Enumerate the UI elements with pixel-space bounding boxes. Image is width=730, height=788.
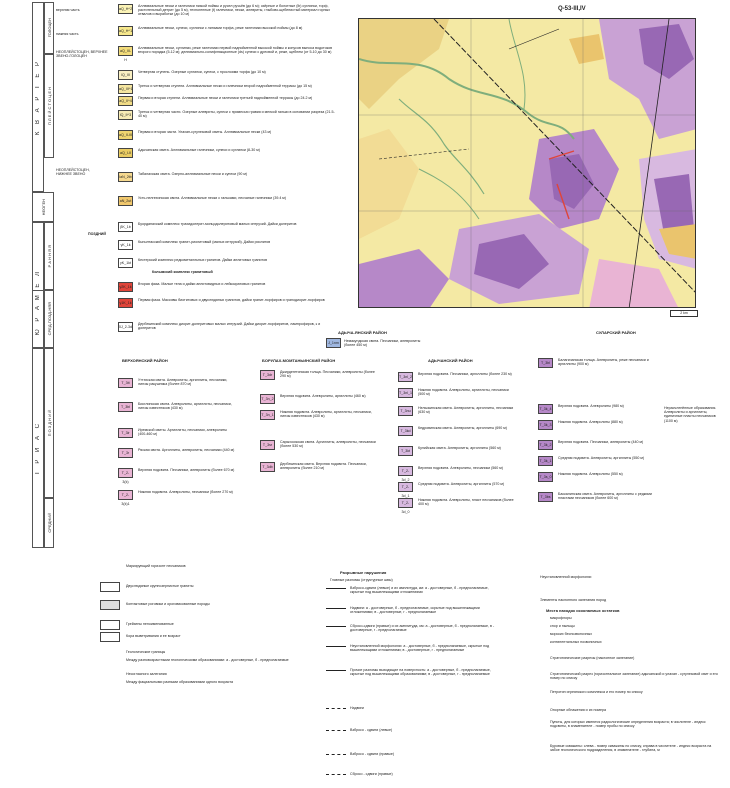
triassic-description: Средняя подсвита. Алевролиты, аргиллиты (570 м) bbox=[418, 482, 505, 486]
triassic-description: Нижняя подсвита. Алевролиты (550 м) bbox=[558, 472, 623, 476]
unit-description: Четвертая ступень. Озерные суглинки, супеси, с прослоями торфа (до 10 м) bbox=[138, 70, 266, 74]
triassic-description: Нижняя подсвита. Алевролиты, аргиллиты, песчаники (500 м) bbox=[418, 388, 509, 397]
triassic-description: Нижняя подсвита. Алевролиты, пласт песчаников (более 400 м) bbox=[418, 498, 514, 507]
intrusive-description: Дербекинский комплекс диорит-долеритовых малых интрузий. Дайки диорит-порфиритов, лампрофиров, ϵ и долеритов bbox=[138, 322, 321, 331]
upper-part-label: верхняя часть bbox=[56, 8, 80, 12]
neogene-strip bbox=[32, 192, 54, 222]
elements-label: Элементы наклонного залегания пород bbox=[540, 598, 607, 602]
map-svg bbox=[359, 19, 696, 308]
quaternary-strip bbox=[32, 2, 44, 192]
triassic-description: Джирдегетинская толща. Песчаники, алевролиты (более 290 м) bbox=[280, 370, 375, 379]
minor-fault-symbol bbox=[326, 708, 346, 709]
triassic-symbol: T_3sr bbox=[260, 440, 275, 450]
fossil-label: спор и пыльцы bbox=[550, 624, 575, 628]
triassic-description: Балагичанская толща. Алевролиты, реже песчаники и аргиллиты (900 м) bbox=[558, 358, 649, 367]
scale-bar: 2 km bbox=[670, 310, 698, 317]
fault-line-symbol bbox=[326, 626, 346, 627]
triassic-symbol: T_3k_1 bbox=[538, 456, 553, 466]
intrusive-symbol: γ2K_1k bbox=[118, 282, 133, 292]
triassic-description: Нижняя подсвита. Алевролиты, аргиллиты, песчаники, линзы известняков (430 м) bbox=[280, 410, 372, 419]
strata-description: Стратотипические разрезы (наклонное залегание) bbox=[550, 656, 635, 660]
region-verkh: ВЕРХОЯНСКИЙ РАЙОН bbox=[122, 358, 168, 363]
minor-fault-label: Надвиги bbox=[350, 706, 364, 710]
fossil-label: макрофлоры bbox=[550, 616, 572, 620]
legend-swatch bbox=[100, 582, 120, 592]
early-label: Р А Н Н Я Я bbox=[46, 244, 52, 268]
neo-upper-label: НЕОПЛЕЙСТОЦЕН, ВЕРХНЕЕ ЗВЕНО-ГОЛОЦЕН bbox=[56, 50, 108, 59]
late-sub-label: ПОЗДНИЙ bbox=[88, 232, 106, 236]
fossil-label: континентальных позвоночных bbox=[550, 640, 602, 644]
symbol-description: Между разновозрастными геологическими образованиями: а - достоверные, б - предполагаемые bbox=[126, 658, 289, 662]
intrusive-description: Кестерский комплекс редкометалльных гранитов. Дайки аплитовых гранитов bbox=[138, 258, 267, 262]
fault-line-symbol bbox=[326, 608, 346, 609]
middle-late-label: СРЕД-ПОЗД-НЯЯ bbox=[46, 302, 52, 336]
triassic-description: Сарыхоозская свита. Аргиллиты, алевролиты, песчаники (более 530 м) bbox=[280, 440, 376, 449]
unit-symbol: aQ_H^2 bbox=[118, 4, 133, 14]
triassic-description: Нижняя подсвита. Алевролиты, песчаники (более 270 м) bbox=[138, 490, 233, 494]
triassic-symbol: T_3k_4 bbox=[538, 404, 553, 414]
intrusive-symbol: δJ_2-3d bbox=[118, 322, 133, 332]
legend-swatch bbox=[100, 632, 120, 642]
triassic-symbol: T_3n_1 bbox=[260, 410, 275, 420]
unit-symbol: aQ_III-H bbox=[118, 46, 133, 56]
symbol-description: Кора выветривания и ее возраст bbox=[126, 634, 181, 638]
unit-description: Адычанская свита. Аллювиальные галечники, супеси и суглинки (8-30 м) bbox=[138, 148, 260, 152]
fault-description: Сбросо-сдвиги (правые) и их амплитуда, км: а - достоверные, б - предполагаемые, в - достоверные, г - предполагаемые bbox=[350, 624, 495, 633]
intrusive-description: Вторая фаза. Малые тела и дайки аплитовидных и лейкократовых гранитов bbox=[138, 282, 266, 286]
triassic-description: Верхняя подсвита. Песчаники, алевролиты (440 м) bbox=[558, 440, 644, 444]
unit-symbol: aQ_I-II bbox=[118, 148, 133, 158]
unit-symbol: aQ_H^1 bbox=[118, 26, 133, 36]
symbol-description: Маркирующий горизонт песчаников bbox=[126, 564, 186, 568]
triassic-description: Баскалинская свита. Алевролиты, аргиллиты с редкими пластами песчаников (более 600 м) bbox=[558, 492, 652, 501]
legend-swatch bbox=[100, 600, 120, 610]
sheet-id: Q-53-III,IV bbox=[558, 6, 586, 12]
triassic-strip bbox=[32, 348, 44, 548]
triassic-symbol: T_2-3d_1 bbox=[398, 482, 413, 492]
triassic-description: Дербекинская свита. Верхняя подсвита. Песчаники, алевролиты (более 210 м) bbox=[280, 462, 367, 471]
pleistocene-label: П Л Е Й С Т О Ц Е Н bbox=[46, 86, 52, 125]
triassic-symbol: T_3nl_2 bbox=[398, 372, 413, 382]
triassic-description: Кулийская свита. Алевролиты, аргиллиты (560 м) bbox=[418, 446, 501, 450]
triassic-description: Верхняя подсвита. Алевролиты, песчаники (560 м) bbox=[418, 466, 503, 470]
faults-title: Разрывные нарушения bbox=[340, 570, 387, 575]
triassic-label: Т Р И А С bbox=[35, 421, 41, 475]
unit-symbol: lQ_II^3 bbox=[118, 110, 133, 120]
early-strip bbox=[44, 222, 54, 290]
middle-label: СРЕДНИЙ bbox=[46, 513, 52, 533]
triassic-description: Верхняя подсвита. Песчаники, аргиллиты (более 230 м) bbox=[418, 372, 512, 376]
symbol-description: Геологические границы bbox=[126, 650, 166, 654]
neogene-label: НЕОГЕН bbox=[40, 198, 46, 216]
triassic-description: Нельокинская свита. Алевролиты, аргиллиты, песчаники (630 м) bbox=[418, 406, 514, 415]
intrusive-symbol: γ1K_1k bbox=[118, 298, 133, 308]
triassic-description: Верхняя подсвита. Песчаники, алевролиты (более 670 м) bbox=[138, 468, 235, 472]
faults-sub: Главные разломы (структурные швы) bbox=[330, 578, 393, 582]
triassic-symbol: T_3tt bbox=[118, 378, 133, 388]
unit-description: Первая и вторая ступени. Аллювиальные пески и галечники третьей надпойменной террасы (до 24.2 м) bbox=[138, 96, 313, 100]
unit-symbol: lаN_2tb bbox=[118, 172, 133, 182]
triassic-symbol: T_3nu bbox=[398, 406, 413, 416]
middle-late-strip bbox=[44, 290, 54, 348]
minor-fault-label: Сбросо - сдвиги (правые) bbox=[350, 772, 393, 776]
unit-symbol: aQ_II-III bbox=[118, 130, 133, 140]
triassic-description: Иремской свиты. Аргиллиты, песчаники, алевролиты (400-460 м) bbox=[138, 428, 227, 437]
minor-fault-label: Взбросо - сдвиги (левые) bbox=[350, 728, 393, 732]
unit-description: Аллювиальные пески и галечники низкой поймы и русел ручьёв (до 6 м); озёрные и болотные (lb) суглинки, торф, растительный детрит (до 5 м), техногенные (t) галечники, пески, алевриты, глыбово-щебенистый материал горных отвалов и выработки (до 10 м) bbox=[138, 4, 331, 17]
minor-fault-symbol bbox=[326, 730, 346, 731]
intrusive-symbol: βK_1b bbox=[118, 222, 133, 232]
strata-description: Буровые скважины: слева - номер скважины по списку, справа в числителе - индекс возраста на забое геологического подразделения, в знаменателе - глубина, м bbox=[550, 744, 712, 753]
triassic-description: Бисглинская свита. Алевролиты, аргиллиты, песчаники, линзы известняков (430 м) bbox=[138, 402, 232, 411]
intrusive-symbol: γK_1k bbox=[118, 240, 133, 250]
region-borulakh: БОРУЛАХ-МОМТАНЬИНСКИЙ РАЙОН bbox=[262, 358, 336, 363]
undivided-description: Нерасчленённые образования. Алевролиты и аргиллиты, единичные пласты песчаников (1100 м) bbox=[664, 406, 717, 423]
strata-description: Стратотипический разрез (горизонтальное залегание) адычанской и улахан - сугулезовой свит и его номер по списку bbox=[550, 672, 718, 681]
triassic-symbol: T_2-3d_0 bbox=[398, 498, 413, 508]
intrusive-symbol: γK_1kt bbox=[118, 258, 133, 268]
holocene-label: ГОЛОЦЕН bbox=[46, 18, 52, 38]
symbol-description: Контактовые роговики и ороговикованные породы bbox=[126, 602, 210, 606]
unknown-morph: Неустановленной морфологии bbox=[540, 575, 592, 579]
triassic-symbol: T_3nl_1 bbox=[398, 388, 413, 398]
triassic-symbol: T_2-3(k)1 bbox=[118, 490, 133, 500]
strata-description: Петротип игреянского комплекса и его номер по списку bbox=[550, 690, 643, 694]
middle-strip bbox=[44, 498, 54, 548]
complex-title: Колымский комплекс гранитовый bbox=[152, 270, 213, 274]
unit-symbol: aQ_II^4 bbox=[118, 96, 133, 106]
fossil-label: морских беспозвоночных bbox=[550, 632, 593, 636]
triassic-symbol: T_3bl bbox=[118, 402, 133, 412]
symbol-description: Между фациальными разными образованиями одного возраста bbox=[126, 680, 233, 684]
unit-symbol: aQ_III^1 bbox=[118, 84, 133, 94]
triassic-symbol: T_3kd bbox=[398, 426, 413, 436]
pleistocene-strip bbox=[44, 54, 54, 158]
fault-description: Надвиги: а - достоверные, б - предполагаемые, скрытые под вышележащими отложениями; в - достоверные, г - предполагаемые bbox=[350, 606, 480, 615]
triassic-symbol: T_3ir bbox=[118, 428, 133, 438]
triassic-description: Средняя подсвита. Алевролиты, аргиллиты (550 м) bbox=[558, 456, 645, 460]
region-sulak: СУЛАРСКИЙ РАЙОН bbox=[596, 330, 636, 335]
triassic-symbol: T_3k_2 bbox=[538, 440, 553, 450]
minor-fault-label: Взбросо - сдвиги (правые) bbox=[350, 752, 395, 756]
middle-unit-title: АДЫЧА-ЯНСКИЙ РАЙОН bbox=[338, 330, 387, 335]
triassic-symbol: T_3dr bbox=[260, 370, 275, 380]
triassic-symbol: T_3r bbox=[118, 448, 133, 458]
triassic-symbol: T_3bs bbox=[538, 492, 553, 502]
fault-line-symbol bbox=[326, 588, 346, 589]
late-strip bbox=[44, 348, 54, 498]
middle-unit-symbol: J_1nm bbox=[326, 338, 341, 348]
fossils-title: Места находок ископаемых остатков bbox=[546, 608, 620, 613]
fault-description: Взбросо-сдвиги (левые) и их амплитуда, км: а - достоверные, б - предполагаемые, скрытые под вышележащими отложениями bbox=[350, 586, 489, 595]
triassic-symbol: T_3s_0 bbox=[538, 472, 553, 482]
unit-description: Первая и вторая части. Улахан-сугулезовой свиты. Аллювиальные пески (43 м) bbox=[138, 130, 272, 134]
fault-line-symbol bbox=[326, 670, 346, 671]
triassic-symbol: T_3kt bbox=[398, 446, 413, 456]
unit-description: Третья и четвертая части. Озерные алевриты, супеси с примесью гравия и мелкой гальки в основании разреза (21.5-40 м) bbox=[138, 110, 335, 119]
unit-description: Третья и четвертая ступени. Аллювиальные пески и галечники второй надпойменной террасы (до 15 м) bbox=[138, 84, 312, 88]
jurassic-strip bbox=[32, 290, 44, 348]
symbol-description: Двуслюдяные крупнозернистые граниты bbox=[126, 584, 194, 588]
triassic-description: Кедровинская свита. Алевролиты, аргиллиты (690 м) bbox=[418, 426, 507, 430]
late-label: П О З Д Н И Й bbox=[46, 409, 52, 437]
intrusive-description: Первая фаза. Массивы биотитовых и двуслюдяных гранитов, дайки гранит-порфиров и гранодиорит-порфиров bbox=[138, 298, 325, 302]
fault-line-symbol bbox=[326, 646, 346, 647]
intrusive-description: Буорданахский комплекс трахидолерит-монцодолеритовый малых интрузий. Дайки долеритов bbox=[138, 222, 297, 226]
lower-part-label: нижняя часть bbox=[56, 32, 79, 36]
unit-symbol: aN_2ut bbox=[118, 196, 133, 206]
neo-mid-label: НЕОПЛЕЙСТОЦЕН, НИЖНЕЕ ЗВЕНО bbox=[56, 168, 90, 177]
minor-fault-symbol bbox=[326, 774, 346, 775]
mezo-label: М Е Л bbox=[35, 269, 41, 301]
triassic-description: Верхняя подсвита. Алевролиты (980 м) bbox=[558, 404, 624, 408]
middle-unit-desc: Немакундская свита. Песчаники, алевролиты (более 450 м) bbox=[344, 339, 421, 348]
triassic-description: Ряская свита. Аргиллиты, алевролиты, песчаники (440 м) bbox=[138, 448, 235, 452]
symbol-description: Грейзены непоименованные bbox=[126, 622, 174, 626]
geologic-map[interactable] bbox=[358, 18, 696, 308]
unit-description: Табалахская свита. Озерно-аллювиальные пески и супеси (90 м) bbox=[138, 172, 248, 176]
triassic-symbol: T_3n_2 bbox=[260, 394, 275, 404]
triassic-description: Нижняя подсвита. Алевролиты (880 м) bbox=[558, 420, 623, 424]
triassic-symbol: T_2-3(k) bbox=[118, 468, 133, 478]
unit-description: Аллювиальные пески, суглинки, реже галечники первой надпойменной высокой поймы и конусов выноса водотоков второго порядка (5-12 м); делювиально-солифлюкционные (ds) супеси с дресвой и, реже, щебнем (от 5-10 до 30 м) bbox=[138, 46, 333, 55]
symbol-description: Несогласного залегания bbox=[126, 672, 167, 676]
unit-description: Усть-нелгехинская свита. Аллювиальные пески с гальками, песчаные галечники (39.4 м) bbox=[138, 196, 286, 200]
triassic-symbol: T_3db bbox=[260, 462, 275, 472]
strata-description: Пункты, для которых имеются радиологические определения возраста; в числителе - индекс подсвиты, в знаменателе - номер пробы по списку bbox=[550, 720, 706, 729]
unit-symbol: lQ_III bbox=[118, 70, 133, 80]
minor-fault-symbol bbox=[326, 754, 346, 755]
triassic-symbol: T_3k_3 bbox=[538, 420, 553, 430]
unit-description: Аллювиальные пески, супеси, суглинки с линзами торфа, реже галечники высокой поймы (до 8 м) bbox=[138, 26, 303, 30]
triassic-symbol: T_3bl bbox=[538, 358, 553, 368]
triassic-symbol: T_2-3d_2 bbox=[398, 466, 413, 476]
region-adychan: АДЫЧАНСКИЙ РАЙОН bbox=[428, 358, 473, 363]
strata-description: Опорные обнажения и их номера bbox=[550, 708, 606, 712]
legend-swatch bbox=[100, 620, 120, 630]
triassic-description: Верхняя подсвита. Алевролиты, аргиллиты (460 м) bbox=[280, 394, 366, 398]
triassic-description: Уттэхская свита. Алевролиты, аргиллиты, песчаники, линзы ракушняка (более 870 м) bbox=[138, 378, 228, 387]
jurassic-label: Ю Р А bbox=[35, 302, 41, 336]
quaternary-label: К В А Р Т Е Р bbox=[35, 58, 41, 136]
intrusive-description: Кыгылтасский комплекс гранит-риолитовый (малых интрузий). Дайки риолитов bbox=[138, 240, 271, 244]
holocene-strip bbox=[44, 2, 54, 54]
fault-description: Неустановленной морфологии: а - достоверные, б - предполагаемые, скрытые под вышележащими отложениями; в - достоверные, г - предполагаемые bbox=[350, 644, 490, 653]
fault-description: Прочие разломы выходящие на поверхность: а - достоверные, б - предполагаемые, скрытые под вышележащими образованиями; в - достоверные, г - предполагаемые bbox=[350, 668, 491, 677]
